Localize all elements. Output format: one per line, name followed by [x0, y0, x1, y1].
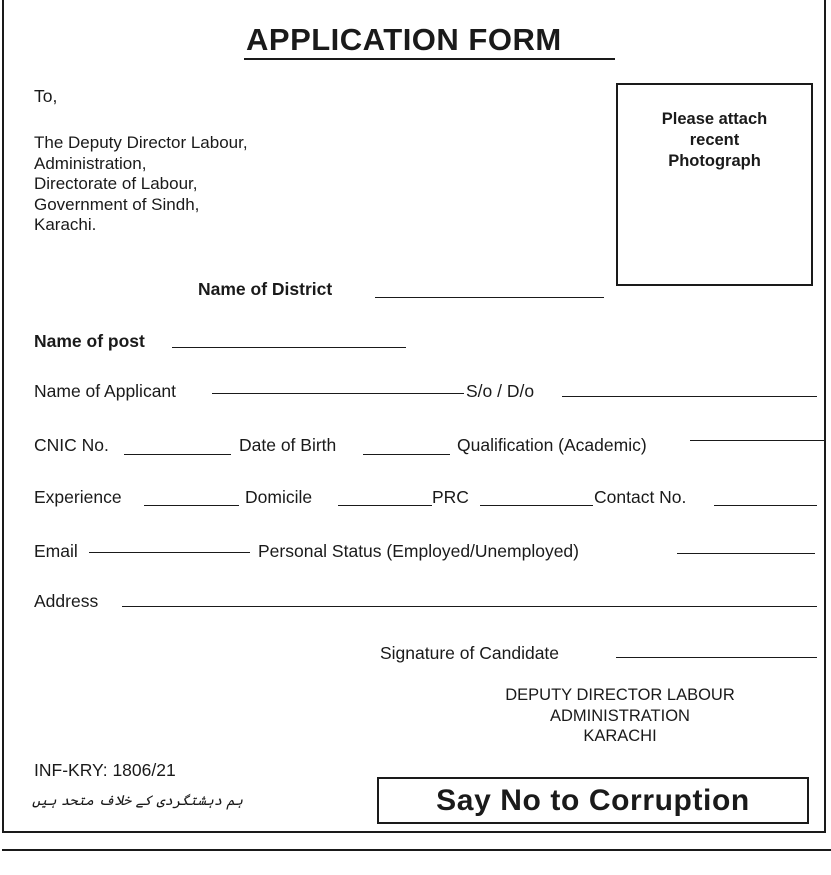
experience-field[interactable]: [144, 505, 239, 506]
domicile-label: Domicile: [245, 487, 313, 507]
contact-field[interactable]: [714, 505, 817, 506]
prc-label: PRC: [432, 487, 469, 507]
urdu-slogan: ہم دہشتگردی کے خلاف متحد ہیں: [32, 793, 243, 809]
addressee-line: Directorate of Labour,: [34, 174, 198, 193]
page-divider: [2, 849, 831, 851]
addressee-line: Government of Sindh,: [34, 194, 200, 214]
district-label: Name of District: [198, 279, 333, 299]
issuer-line: KARACHI: [583, 727, 657, 745]
photo-text-line: Please attach: [661, 110, 768, 128]
qualification-label: Qualification (Academic): [457, 435, 647, 455]
post-field[interactable]: [172, 347, 406, 348]
personal-status-field[interactable]: [677, 553, 815, 554]
dob-field[interactable]: [363, 454, 450, 455]
signature-field[interactable]: [616, 657, 817, 658]
post-label: Name of post: [34, 331, 145, 351]
addressee-block: [34, 133, 248, 236]
photo-text-line: recent: [689, 131, 740, 149]
parent-label: S/o / D/o: [466, 381, 535, 401]
contact-label: Contact No.: [594, 487, 687, 507]
form-title: APPLICATION FORM: [246, 22, 562, 57]
parent-field[interactable]: [562, 396, 817, 397]
email-label: Email: [34, 541, 78, 561]
district-field[interactable]: [375, 297, 604, 298]
applicant-field[interactable]: [212, 393, 464, 394]
photo-text-line: Photograph: [668, 152, 761, 170]
address-label: Address: [34, 591, 99, 611]
applicant-label: Name of Applicant: [34, 381, 177, 401]
qualification-field[interactable]: [690, 440, 826, 441]
addressee-line: Administration,: [34, 153, 147, 173]
issuer-line: DEPUTY DIRECTOR LABOUR: [505, 686, 735, 704]
email-field[interactable]: [89, 552, 250, 553]
cnic-label: CNIC No.: [34, 435, 109, 455]
photo-placeholder[interactable]: [616, 83, 813, 286]
issuer-block: [440, 685, 800, 747]
addressee-line: The Deputy Director Labour,: [34, 133, 248, 152]
personal-status-label: Personal Status (Employed/Unemployed): [258, 541, 579, 561]
cnic-field[interactable]: [124, 454, 231, 455]
dob-label: Date of Birth: [239, 435, 337, 455]
anti-corruption-slogan: Say No to Corruption: [377, 777, 809, 824]
addressee-line: Karachi.: [34, 215, 97, 234]
experience-label: Experience: [34, 487, 122, 507]
domicile-field[interactable]: [338, 505, 432, 506]
address-field[interactable]: [122, 606, 817, 607]
signature-label: Signature of Candidate: [380, 643, 560, 663]
prc-field[interactable]: [480, 505, 593, 506]
salutation: To,: [34, 86, 58, 106]
title-underline: [244, 58, 615, 60]
reference-number: INF-KRY: 1806/21: [34, 760, 176, 780]
issuer-line: ADMINISTRATION: [550, 706, 690, 725]
